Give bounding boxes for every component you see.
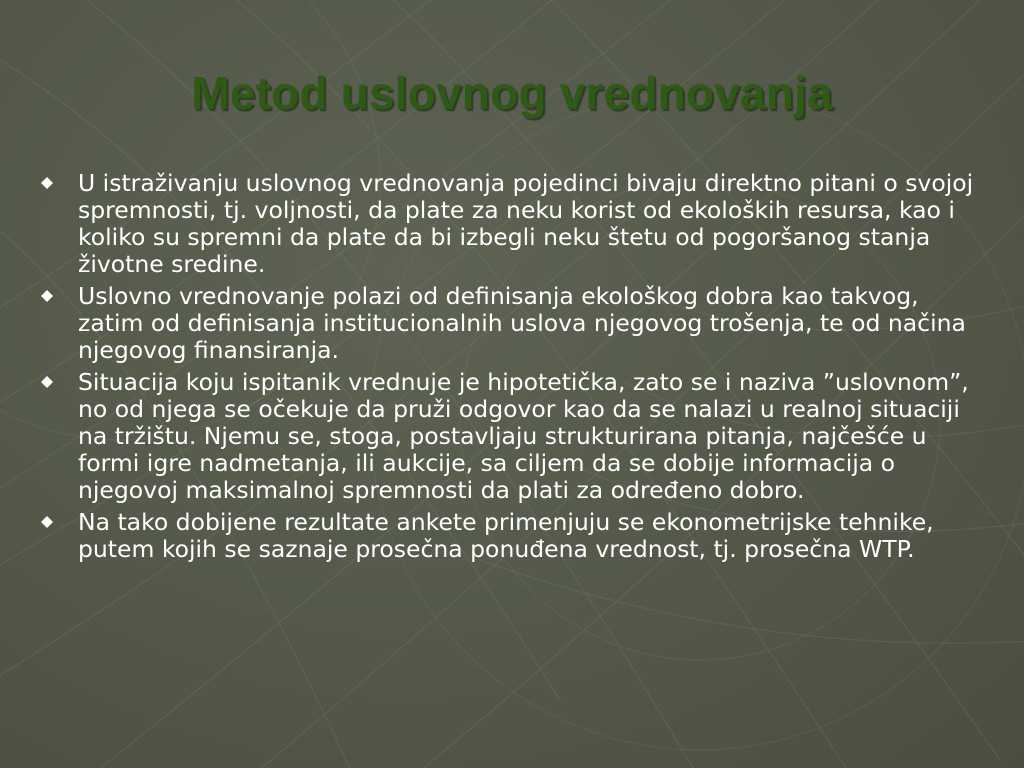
- diamond-bullet-icon: [40, 515, 54, 529]
- diamond-bullet-icon: [40, 176, 54, 190]
- bullet-text: Uslovno vrednovanje polazi od definisanja ekološkog dobra kao takvog, zatim od definisanja institucionalnih uslova njegovog trošenja, te od načina njegovog finansiranja.: [78, 282, 966, 364]
- slide-title: Metod uslovnog vrednovanja: [191, 67, 833, 119]
- diamond-bullet-icon: [40, 375, 54, 389]
- bullet-text: Na tako dobijene rezultate ankete primenjuju se ekonometrijske tehnike, putem kojih se saznaje prosečna ponuđena vrednost, tj. prosečna WTP.: [78, 508, 934, 563]
- list-item: [40, 369, 980, 504]
- bullet-list: [40, 170, 980, 568]
- list-item: [40, 509, 980, 563]
- bullet-text: U istraživanju uslovnog vrednovanja pojedinci bivaju direktno pitani o svojoj spremnosti, tj. voljnosti, da plate za neku korist od ekoloških resursa, kao i koliko su spremni da plate da bi izbegli neku štetu od pogoršanog stanja životne sredine.: [78, 169, 974, 278]
- diamond-bullet-icon: [40, 289, 54, 303]
- list-item: [40, 170, 980, 278]
- list-item: [40, 283, 980, 364]
- bullet-text: Situacija koju ispitanik vrednuje je hipotetička, zato se i naziva ”uslovnom”, no od njega se očekuje da pruži odgovor kao da se nalazi u realnoj situaciji na tržištu. Njemu se, stoga, postavljaju strukturirana pitanja, najčešće u formi igre nadmetanja, ili aukcije, sa ciljem da se dobije informacija o njegovoj maksimalnoj spremnosti da plati za određeno dobro.: [78, 368, 969, 504]
